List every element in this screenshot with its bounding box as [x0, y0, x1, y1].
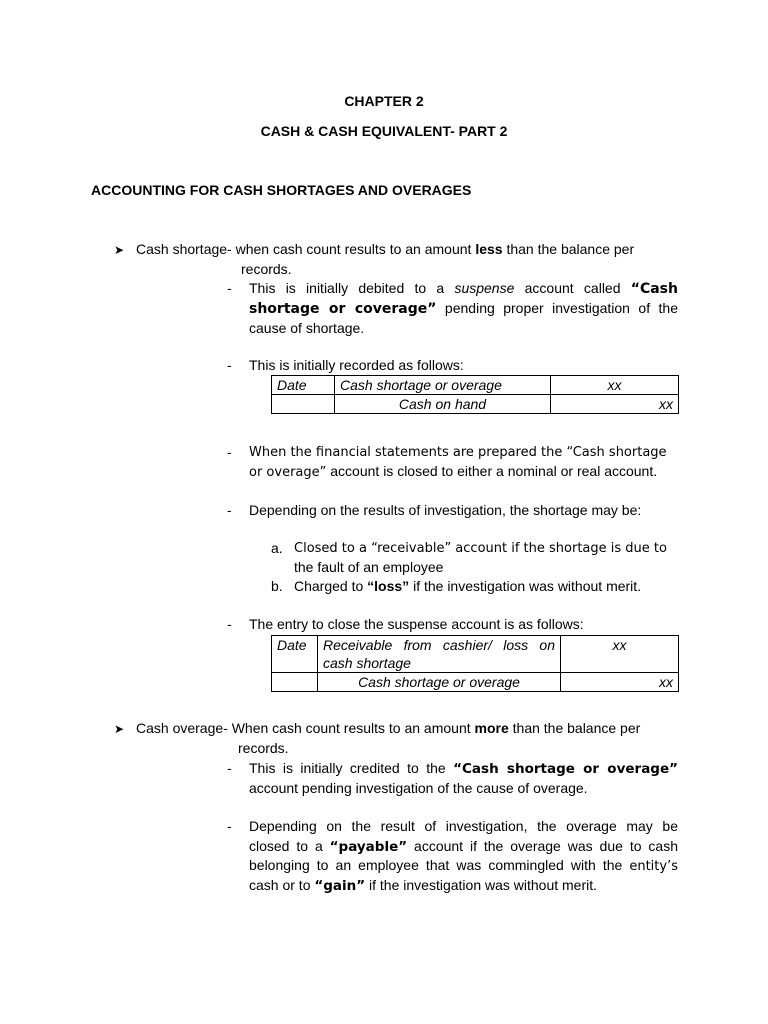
table-cell-account [318, 636, 561, 673]
overage-p1-line1 [249, 759, 678, 779]
shortage-paragraph-3-line2 [249, 462, 657, 482]
p2-line3-a: belonging to an employee that was commingled with the [249, 857, 630, 873]
p2-line4-b: if the investigation was without merit. [365, 876, 598, 893]
overage-p2-line4 [249, 876, 678, 896]
dash-3: - [227, 444, 232, 460]
dash-6: - [227, 760, 232, 776]
option-b-label: b. [271, 578, 283, 594]
shortage-paragraph-2: This is initially recorded as follows: [249, 357, 464, 373]
table-row [272, 376, 679, 395]
p2-line2-b: account if the overage was due to cash [407, 837, 678, 854]
table-cell-account: Cash shortage or overage [335, 376, 551, 395]
overage-p1-line2: account pending investigation of the cause of overage. [249, 779, 588, 796]
shortage-intro-bold: less [475, 241, 503, 257]
shortage-paragraph-5: The entry to close the suspense account is as follows: [249, 616, 584, 632]
table-cell-credit: xx [561, 673, 679, 692]
journal-entry-table-2 [271, 635, 679, 692]
table-cell-credit: xx [551, 395, 679, 414]
overage-p2-line2 [249, 837, 678, 857]
table-cell-date [272, 673, 318, 692]
option-b-text [294, 577, 641, 596]
overage-paragraph-1 [249, 759, 678, 798]
table-row [272, 395, 679, 414]
overage-p1-text: This is initially credited to the [249, 760, 454, 776]
table-row [272, 636, 679, 673]
dash-1: - [227, 280, 232, 296]
chapter-label: CHAPTER 2 [344, 93, 424, 109]
p1-text-c: pending proper investigation of the cause of shortage. [249, 300, 678, 336]
shortage-intro-text: Cash shortage- when cash count results to an amount [136, 241, 476, 257]
table-cell-date [272, 395, 335, 414]
p2-line2-bold: “payable” [329, 838, 408, 855]
p2-line4-a: cash or to [249, 876, 315, 893]
dash-4: - [227, 502, 232, 518]
p1-italic: suspense [454, 280, 515, 296]
overage-p2-line1: Depending on the result of investigation, the overage may be [249, 818, 678, 834]
shortage-intro [136, 240, 634, 259]
overage-intro-line2: records. [238, 740, 289, 756]
p2-line2-a: closed to a [249, 837, 330, 854]
table-cell-debit: xx [551, 376, 679, 395]
option-b-bold: “loss” [367, 578, 410, 594]
option-b-pre: Charged to [294, 578, 368, 594]
p3-text: account is closed to either a nominal or real account. [326, 463, 658, 479]
shortage-intro-tail: than the balance per [502, 241, 635, 257]
p2-line4-bold: “gain” [314, 877, 366, 894]
bullet-arrow-icon: ➤ [114, 243, 125, 257]
p1-text-a: This is initially debited to a [249, 280, 455, 296]
table-cell-debit: xx [561, 636, 679, 673]
section-heading: ACCOUNTING FOR CASH SHORTAGES AND OVERAGES [91, 182, 472, 198]
overage-intro-bold: more [474, 720, 509, 736]
overage-paragraph-2 [249, 817, 678, 895]
table-cell-date: Date [272, 636, 318, 673]
dash-7: - [227, 818, 232, 834]
p3-account-name: or overage” [249, 465, 327, 480]
table-row [272, 673, 679, 692]
shortage-paragraph-1 [249, 279, 678, 338]
dash-2: - [227, 357, 232, 373]
journal-entry-table-1 [271, 375, 679, 414]
p1-bold: “Cash shortage or coverage” [249, 281, 678, 317]
overage-intro [136, 719, 640, 738]
dash-5: - [227, 616, 232, 632]
shortage-paragraph-3-line1: When the financial statements are prepared the “Cash shortage [249, 445, 667, 460]
overage-intro-text: Cash overage- When cash count results to an amount [136, 720, 475, 736]
table-cell-account: Cash on hand [335, 395, 551, 414]
account-line-2: cash shortage [323, 655, 411, 671]
table-cell-account: Cash shortage or overage [318, 673, 561, 692]
p2-line3-entity: entity’s [629, 859, 678, 874]
document-title: CASH & CASH EQUIVALENT- PART 2 [260, 123, 508, 139]
shortage-intro-line2: records. [241, 261, 292, 277]
option-a-line2: the fault of an employee [294, 559, 444, 575]
option-a-line1: Closed to a “receivable” account if the shortage is due to [294, 541, 667, 556]
overage-p1-bold: “Cash shortage or overage” [453, 761, 678, 777]
table-cell-date: Date [272, 376, 335, 395]
shortage-paragraph-4: Depending on the results of investigation, the shortage may be: [249, 502, 642, 518]
bullet-arrow-icon: ➤ [114, 722, 125, 736]
overage-p2-line3 [249, 856, 678, 876]
p1-text-b: account called [514, 280, 631, 296]
account-line-1: Receivable from cashier/ loss on [323, 637, 555, 653]
option-a-label: a. [271, 540, 283, 556]
option-b-post: if the investigation was without merit. [409, 578, 642, 594]
overage-intro-tail: than the balance per [508, 720, 641, 736]
